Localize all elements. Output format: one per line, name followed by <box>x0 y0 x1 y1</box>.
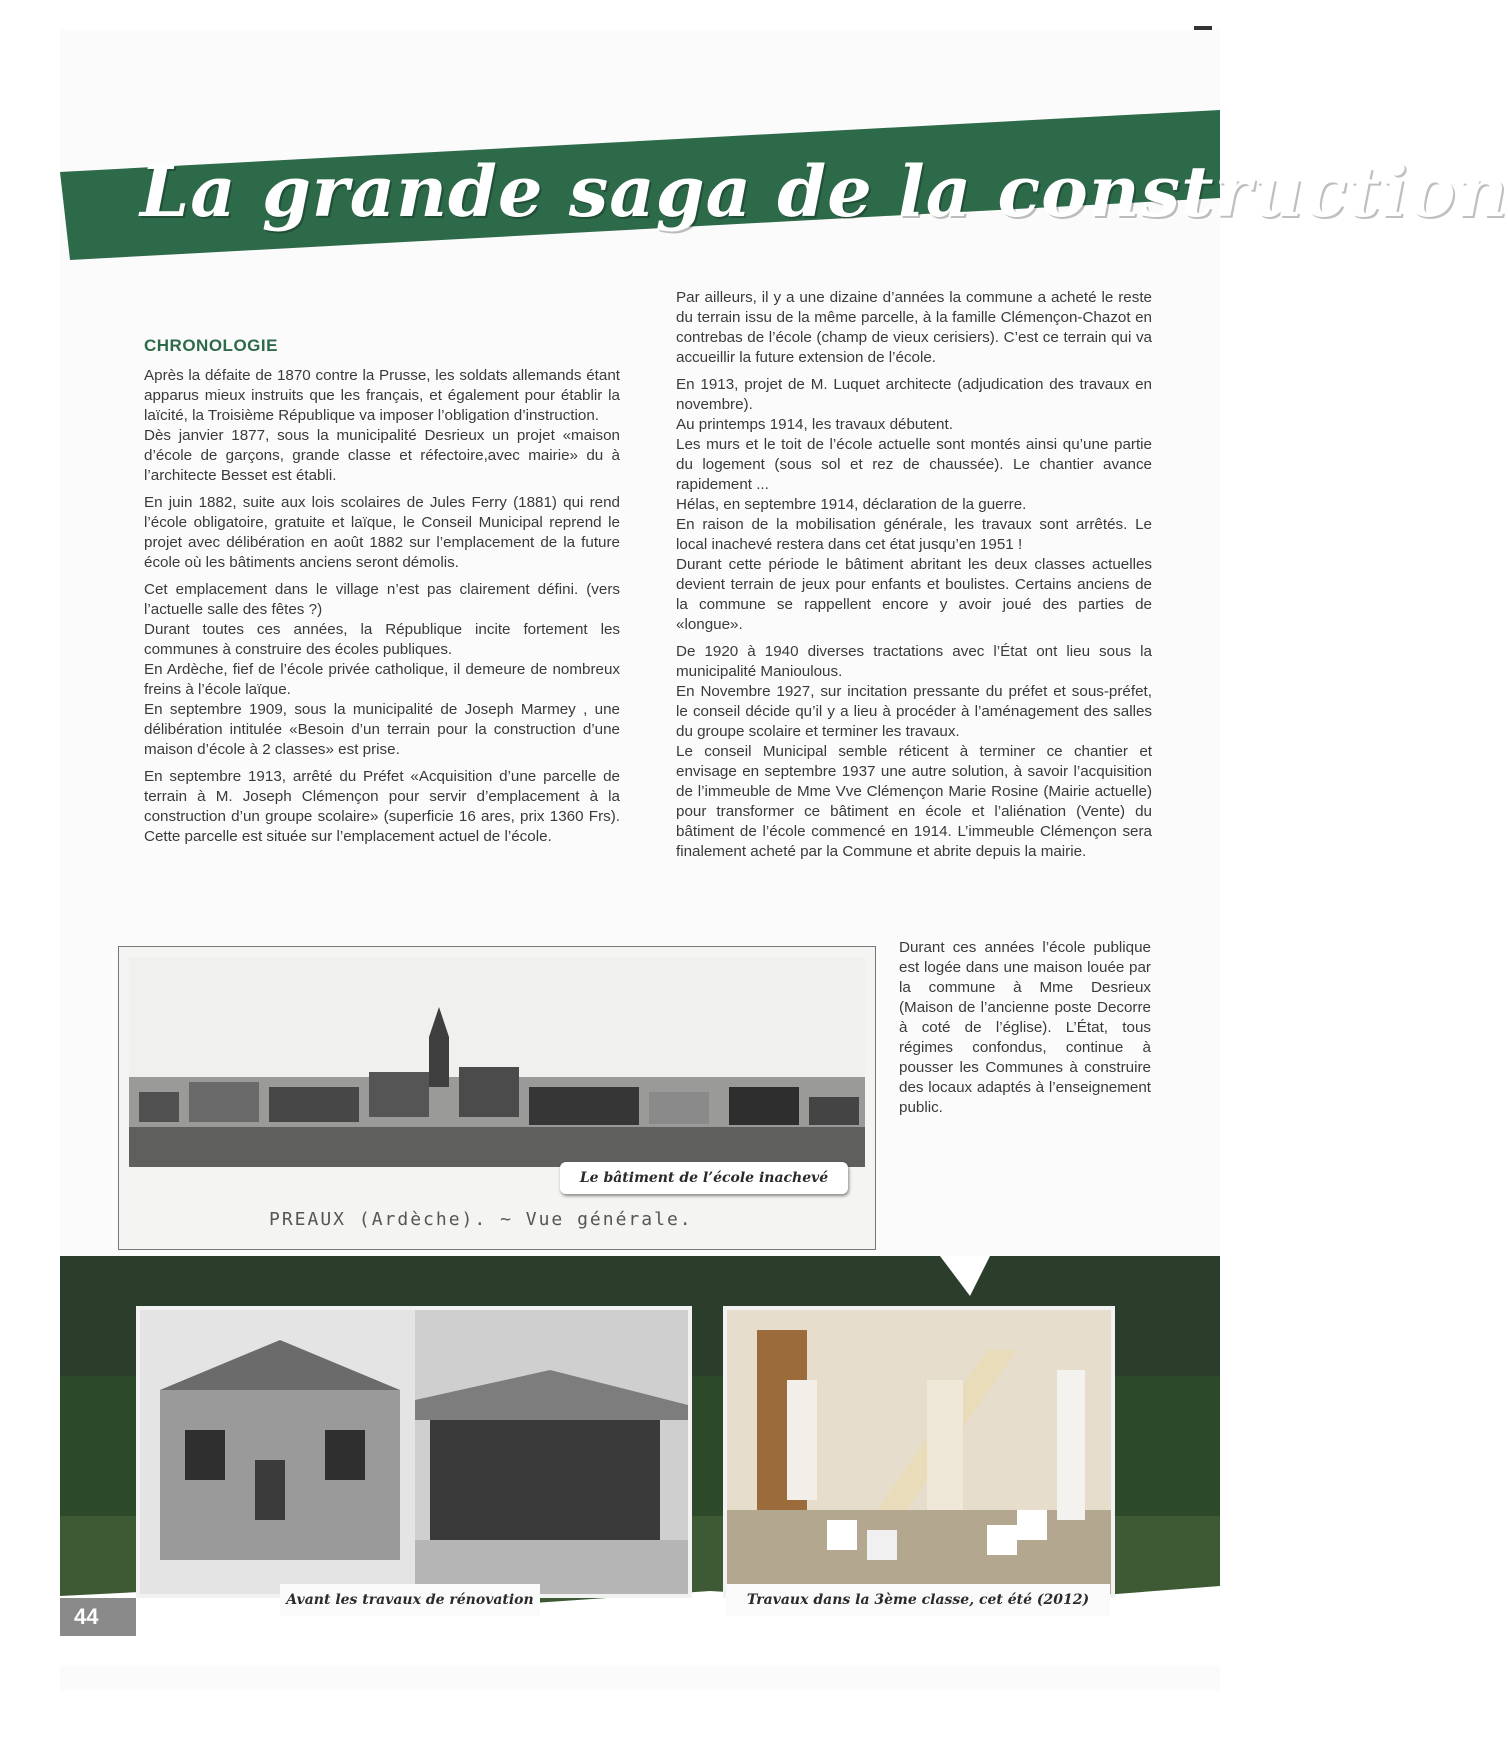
panorama-caption: Le bâtiment de l’école inachevé <box>560 1162 848 1194</box>
right-column <box>676 288 1152 862</box>
classroom-works-image <box>727 1310 1111 1594</box>
paragraph: Durant ces années l’école publique est logée dans une maison louée par la commune à Mme Desrieux (Maison de l’ancienne poste Decorre à coté de l’église). L’État, tous régimes confondus, continue à pousser les Communes à construire des locaux adaptés à l’enseignement public. <box>899 939 1151 1116</box>
paragraph: Par ailleurs, il y a une dizaine d’années la commune a acheté le reste du terrain issu de la même parcelle, à la famille Clémençon-Chazot en contrebas de l’école (champ de vieux cerisiers). C’est ce terrain qui va accueillir la future extension de l’école. <box>676 289 1152 366</box>
paragraph: Cet emplacement dans le village n’est pas clairement défini. (vers l’actuelle salle des fêtes ?) <box>144 581 620 618</box>
page-title: La grande saga de la construction <box>140 150 1508 233</box>
paragraph: Durant cette période le bâtiment abritant les deux classes actuelles devient terrain de jeux pour enfants et boulistes. Certains anciens de la commune se rappellent encore y avoir joué des parties de «longue». <box>676 556 1152 633</box>
paragraph: Au printemps 1914, les travaux débutent. <box>676 416 953 433</box>
paragraph: En Ardèche, fief de l’école privée catholique, il demeure de nombreux freins à l’école laïque. <box>144 661 620 698</box>
paragraph: En septembre 1909, sous la municipalité de Joseph Marmey , une délibération intitulée «Besoin d’un terrain pour la construction d’une maison d’école à 2 classes» est prise. <box>144 701 620 758</box>
handwritten-caption: PREAUX (Ardèche). ~ Vue générale. <box>269 1209 693 1230</box>
page-number: 44 <box>60 1598 136 1636</box>
paragraph: En Novembre 1927, sur incitation pressante du préfet et sous-préfet, le conseil décide qu’il y a lieu à procéder à l’aménagement des salles du groupe scolaire et terminer les travaux. <box>676 683 1152 740</box>
paragraph: En juin 1882, suite aux lois scolaires de Jules Ferry (1881) qui rend l’école obligatoire, gratuite et laïque, le Conseil Municipal reprend le projet avec délibération en août 1882 sur l’emplacement de la future école où les bâtiments anciens seront démolis. <box>144 494 620 571</box>
paragraph: En 1913, projet de M. Luquet architecte (adjudication des travaux en novembre). <box>676 376 1152 413</box>
left-column <box>144 336 620 854</box>
paragraph: Dès janvier 1877, sous la municipalité Desrieux un projet «maison d’école de garçons, grande classe et réfectoire,avec mairie» du à l’architecte Besset est établi. <box>144 427 620 484</box>
interior-photo <box>723 1306 1115 1598</box>
paragraph: En raison de la mobilisation générale, les travaux sont arrêtés. Le local inachevé restera dans cet état jusqu’en 1951 ! <box>676 516 1152 553</box>
paragraph: Les murs et le toit de l’école actuelle sont montés ainsi qu’une partie du logement (sous sol et rez de chaussée). Le chantier avance rapidement ... <box>676 436 1152 493</box>
school-exterior-image <box>140 1310 688 1594</box>
paragraph: Le conseil Municipal semble réticent à terminer ce chantier et envisage en septembre 1937 une autre solution, à savoir l’acquisition de l’immeuble de Mme Vve Clémençon Marie Rosine (Mairie actuelle) pour transformer ce bâtiment en école et l’aliénation (Vente) du bâtiment de l’école commencé en 1914. L’immeuble Clémençon sera finalement acheté par la Commune et abrite depuis la mairie. <box>676 743 1152 860</box>
panorama-photo <box>118 946 876 1250</box>
interior-caption: Travaux dans la 3ème classe, cet été (2012) <box>726 1584 1110 1616</box>
paragraph: Après la défaite de 1870 contre la Prusse, les soldats allemands étant apparus mieux instruits que les français, et également pour établir la laïcité, la Troisième République va imposer l’obligation d’instruction. <box>144 367 620 424</box>
exterior-caption: Avant les travaux de rénovation <box>280 1584 540 1616</box>
paragraph: Durant toutes ces années, la République incite fortement les communes à construire des écoles publiques. <box>144 621 620 658</box>
village-panorama-image <box>129 957 865 1167</box>
paragraph: En septembre 1913, arrêté du Préfet «Acquisition d’une parcelle de terrain à M. Joseph Clémençon pour servir d’emplacement à la construction d’un groupe scolaire» (superficie 16 ares, prix 1360 Frs). Cette parcelle est située sur l’emplacement actuel de l’école. <box>144 768 620 845</box>
paragraph: De 1920 à 1940 diverses tractations avec l’État ont lieu sous la municipalité Manioulous. <box>676 643 1152 680</box>
paragraph: Hélas, en septembre 1914, déclaration de la guerre. <box>676 496 1027 513</box>
side-paragraph <box>899 938 1151 1118</box>
corner-mark <box>1194 26 1212 30</box>
section-heading: CHRONOLOGIE <box>144 336 278 355</box>
exterior-photo <box>136 1306 692 1598</box>
